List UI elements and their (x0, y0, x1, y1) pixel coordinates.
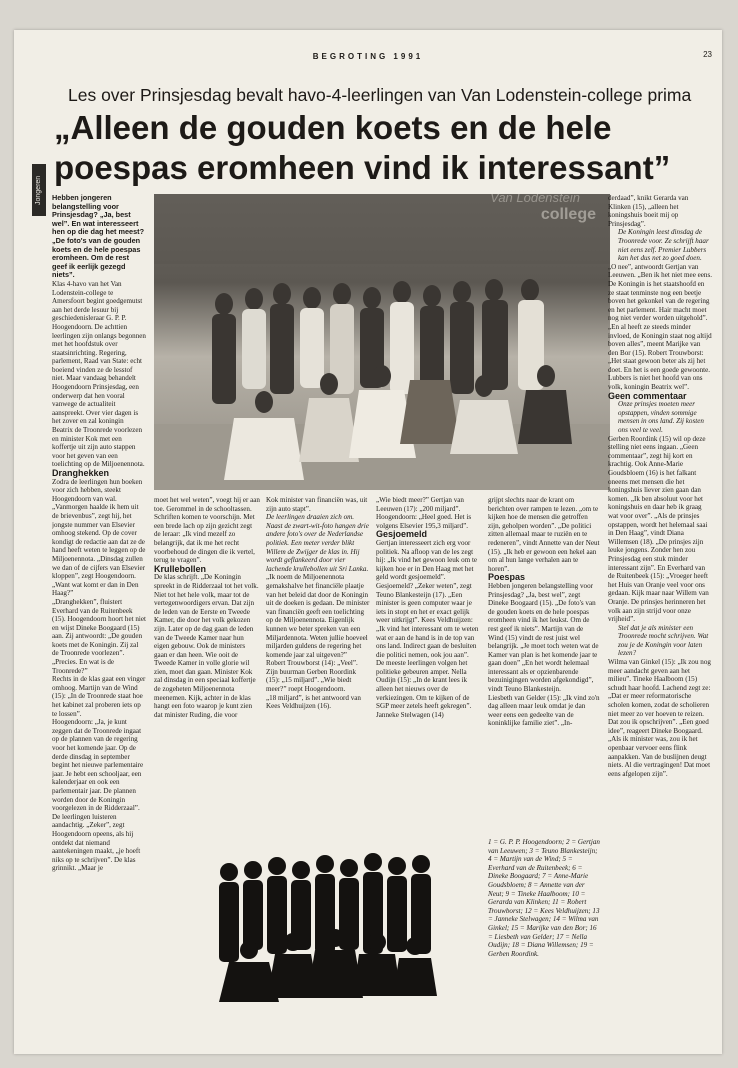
paragraph: „Wie biedt meer?” Gertjan van Leeuwen (17): „200 miljard”. Hoogendoorn: „Heel goed. Het is volgens Elsevier 195,3 miljard”. (376, 496, 472, 530)
paragraph: Liesbeth van Gelder (15): „Ik vind zo'n dag alleen maar leuk omdat je dan weer eens een gedeelte van de koninklijke familie ziet”. „In- (488, 693, 600, 728)
paragraph: Zodra de leerlingen hun boeken voor zich hebben, steekt Hoogendoorn van wal. „Vanmorgen haalde ik hem uit de brievenbus”, zegt hij, het jongste nummer van Elsevier omhoog stekend. Op de cover kondigt de redactie aan dat ze de hand heeft weten te leggen op de Miljoenennota. „Dinsdag zullen we dan of de cijfers van Elsevier kloppen”, zegt Hoogendoorn. „Want wat komt er dan in Den Haag?” (52, 477, 146, 598)
column-2 (154, 496, 260, 840)
pull-quote: Onze prinsjes moeten meer opstappen, vinden sommige mensen in ons land. Zij kosten ons veel te veel. (618, 400, 704, 435)
page-number: 23 (703, 50, 712, 59)
paragraph: Robert Trouwborst (14): „Veel”. (266, 659, 358, 668)
column-5 (488, 496, 600, 834)
paragraph: derdaad”, knikt Gerarda van Klinken (15), „alleen het koningshuis boeit mij op Prinsjesdag”. (608, 194, 689, 228)
paragraph: grijpt slechts naar de krant om berichten over rampen te lezen. „om te kijken hoe de mensen die getroffen zijn, geholpen worden”. „De politici zitten allemaal maar te ruziën en te redeneren”, vindt Annette van der Neut (15). „Ik heb er gewoon een hekel aan om al hun lange verhalen aan te horen”. (488, 496, 600, 573)
paragraph: De leerlingen draaien zich om. Naast de zwart-wit-foto hangen drie andere foto's over de Nederlandse politiek. Een meter verder blikt Willem de Zwijger de klas in. Hij wordt geflankeerd door vier lachende krullebollen uit Sri Lanka. (266, 513, 369, 573)
headline-line-1: „Alleen de gouden koets en de hele (54, 109, 612, 146)
column-4 (376, 496, 480, 840)
section-header: BEGROTING 1991 (312, 52, 424, 61)
paragraph: „Dranghekken”, fluistert Everhard van de Ruitenbeek (15). Hoogendoorn hoort het niet en wijst Dineke Boogaard (15) aan. Zij antwoordt: „De gouden koets met de Koningin. Zij zal de Troonrede voorlezen”. „Precies. En wat is de Troonrede?” (52, 597, 146, 675)
paragraph: Wilma van Ginkel (15): „Ik zou nog meer aandacht geven aan het milieu”. Tineke Haalboom (15) schudt haar hoofd. Lachend zegt ze: „Dat er meer reformatorische scholen komen, zodat de scholieren niet meer zo ver hoeven te reizen. Dat zou ik opschrijven”. „Een goed idee”, reageert Dineke Boogaard. „Als ik minister was, zou ik het openbaar vervoer eens flink aanpakken. Van de buslijnen deugt niets. Al die vertragingen! Dat moet eens afgelopen zijn”. (608, 658, 711, 778)
paragraph: Hebben jongeren belangstelling voor Prinsjesdag? „Ja, best wel”, zegt Dineke Boogaard (15). „De foto's van de gouden koets en de hele poespas eromheen vind ik het leukst. Om de rest geef ik niets”. Martijn van de Wind (15) vindt de rest juist wel belangrijk. „Je moet toch weten wat de Kamer van plan is het komende jaar te gaan doen” „En het wordt helemaal interessant als er opzienbarende bezuinigingen worden afgekondigd”, vindt Teuno Blankesteijn. (488, 581, 599, 694)
paragraph: „Ik noem de Miljoenennota gemakshalve het financiële plaatje van het beleid dat door de Koningin uit de doeken is gedaan. De minister van financiën geeft een toelichting op de Miljoenennota. Eigenlijk kunnen we beter spreken van een Miljardennota. Weten jullie hoeveel miljarden guldens de regering het komende jaar zal uitgeven?” (266, 573, 370, 659)
paragraph: Hoogendoorn: „Ja, je kunt zeggen dat de Troonrede ingaat op de plannen van de regering voor het komende jaar. Op de derde dinsdag in september begint het nieuwe parlementaire jaar. Je hebt een schooljaar, een kalenderjaar en ook een parlementair jaar. De plannen worden door de Koningin voorgelezen in de Ridderzaal”. (52, 718, 144, 813)
paragraph: De leerlingen luisteren aandachtig. „Zeker”, zegt Hoogendoorn opeens, als hij ontdekt dat niemand aantekeningen maakt, „je hoeft niks op te schrijven”. De klas grinnikt. „Maar je (52, 812, 141, 873)
kicker: Les over Prinsjesdag bevalt havo-4-leerlingen van Van Lodenstein-college prima (68, 85, 692, 105)
silhouette-key (209, 842, 445, 1004)
paragraph: De meeste leerlingen volgen het politieke gebeuren amper. Nella Oudijn (15): „In de krant lees ik alleen het nieuws over de verkiezingen. Om te kijken of de SGP meer zetels heeft gekregen”. Janneke Stelwagen (14) (376, 659, 472, 719)
subheading: Poespas (488, 572, 526, 583)
paragraph: De klas schrijft. „De Koningin spreekt in de Ridderzaal tot het volk. Niet tot het hele volk, maar tot de vertegenwoordigers ervan. Dat zijn de leden van de Eerste en Tweede Kamer, die door het volk gekozen zijn. Later op de dag gaan de leden van de Tweede Kamer naar hun eigen gebouw. Ook de ministers gaan er dan heen. Wie ooit de Tweede Kamer in volle glorie wil zien, moet dan gaan. Minister Kok zal dinsdag in een speciaal koffertje de zogeheten Miljoenennota meenemen. Kijk, achter in de klas hangt een foto waarop je kunt zien dat minister Ruding, die voor (154, 573, 259, 719)
paragraph: Kok minister van financiën was, uit zijn auto stapt”. (266, 496, 368, 513)
paragraph: „18 miljard”, is het antwoord van Kees Veldhuijzen (16). (266, 693, 361, 711)
paragraph: moet het wel weten”, voegt hij er aan toe. Gerommel in de schooltassen. Schriften komen te voorschijn. Met een brede lach op zijn gezicht zegt de leraar: „Ik vind mezelf zo belangrijk, dat ik me het recht voorbehoud de dingen die ik vertel, terug te vragen”. (154, 496, 260, 565)
caption-text: 1 = G. P. P. Hoogendoorn; 2 = Gertjan van Leeuwen; 3 = Teuno Blankesteijn; 4 = Martijn van de Wind; 5 = Everhard van de Ruitenbeek; 6 = Dineke Boogaard; 7 = Anne-Marie Goudsbloem; 8 = Annette van der Neut; 9 = Tineke Haalboom; 10 = Gerarda van Klinken; 11 = Robert Trouwborst; 12 = Kees Veldhuijzen; 13 = Janneke Stelwagen; 14 = Wilma van Ginkel; 15 = Marijke van den Bor; 16 = Liesbeth van Gelder; 17 = Nella Oudijn; 18 = Diana Willemsen; 19 = Gerben Roordink. (488, 838, 600, 958)
section-tab: Jongeren (32, 164, 46, 216)
pull-quote: Stel dat je als minister een Troonrede mocht schrijven. Wat zou je de Koningin voor laten lezen? (618, 623, 709, 658)
headline-line-2: poespas eromheen vind ik interessant” (54, 149, 671, 186)
column-1 (52, 194, 146, 1044)
photo-figures (154, 194, 610, 490)
subheading: Dranghekken (52, 468, 110, 478)
class-photo (154, 194, 610, 490)
newspaper-page (14, 30, 722, 1054)
paragraph: „O nee”, antwoordt Gertjan van Leeuwen. „Ben ik het niet mee eens. De Koningin is het staatshoofd en ze staat tenminste nog een beetje boven het gekonkel van de regering en het parlement. Hair macht moet nog niet verder worden uitgehold”. „En al heeft ze steeds minder invloed, de Koningin staat nog altijd boven alles”, meent Marijke van den Bor (15). Robert Trouwborst: „Het staat gewoon beter als zij het doet. En het is een goede gewoonte. Lubbers is niet het hoofd van ons volk, koningin Beatrix wel”. (608, 262, 712, 392)
paragraph: Klas 4-havo van het Van Lodenstein-college te Amersfoort begint goedgemutst aan het derde lesuur bij geschiedenisleraar G. P. P. Hoogendoorn. De achttien leerlingen zijn onlangs begonnen met het hoofdstuk over staatsinrichting. Regering, parlement, Raad van State: echt boeiend vinden ze de lesstof niet. Maar vandaag behandelt Hoogendoorn Prinsjesdag, een onderwerp dat hen vooral vanwege de actualiteit aanspreekt. Over vier dagen is het zover en zal koningin Beatrix de Troonrede voorlezen en minister Kok met een koffertje uit zijn auto stappen voor het geven van een toelichting op de Miljoenennota. (52, 279, 146, 469)
headline (54, 108, 704, 188)
subheading: Geen commentaar (608, 390, 687, 401)
silhouette-figures (219, 853, 437, 1002)
column-3 (266, 496, 370, 840)
column-6 (608, 194, 712, 1044)
paragraph: Rechts in de klas gaat een vinger omhoog. Martijn van de Wind (15): „In de Troonrede staat hoe het kabinet zal proberen iets op te lossen”. (52, 675, 146, 718)
pull-quote: De Koningin leest dinsdag de Troonrede voor. Ze schrijft haar niet eens zelf. Premier Lubbers kan het dus net zo goed doen. (618, 228, 709, 263)
paragraph: Gertjan interesseert zich erg voor politiek. Na afloop van de les zegt hij: „Ik vind het gewoon leuk om te kijken hoe er in Den Haag met het geld wordt gesjoemeld”. Gesjoemeld? „Zeker weten”, zegt Teuno Blankesteijn (17). „Een minister is geen computer waar je iets in stopt en het er exact gelijk weer uitkrijgt”. Kees Veldhuijzen: „Ik vind het interessant om te weten wat er aan de hand is in de top van ons land. Indirect gaan de besluiten die politici nemen, ook jou aan”. (376, 538, 479, 659)
paragraph: Gerben Roordink (15) wil op deze stelling niet eens ingaan. „Geen commentaar”, zegt hij kort en krachtig. Ook Anne-Marie Goudsbloem (16) is het falkant oneens met mensen die het koningshuis liever zien gaan dan komen. „Ik ben absoluut voor het koningshuis en daar heb ik graag wat voor over”. „Als de prinsjes opstappen, wordt het helemaal saai in Den Haag”, vindt Diana Willemsen (18). „De prinsjes zijn leuke jongens. Zonder hen zou Prinsjesdag een stuk minder interessant zijn”. En Everhard van de Ruitenbeek (15): „Vroeger heeft het Huis van Oranje veel voor ons gedaan. Kijk maar naar Willem van Oranje. De prinsjes herinneren het volk aan zijn strijd voor onze vrijheid”. (608, 434, 709, 624)
lead-paragraph: Hebben jongeren belangstelling voor Prinsjesdag? „Ja, best wel”. En wat interesseert hen op die dag het meest? „De foto's van de gouden koets en de hele poespas eromheen. Om de rest geef ik eerlijk gezegd niets”. (52, 194, 145, 280)
paragraph: Zijn buurman Gerben Roordink (15): „15 miljard”. „Wie biedt meer?” roept Hoogendoorn. (266, 667, 357, 694)
photo-caption (488, 838, 600, 958)
subheading: Krullebollen (154, 563, 207, 574)
subheading: Gesjoemeld (376, 529, 428, 540)
